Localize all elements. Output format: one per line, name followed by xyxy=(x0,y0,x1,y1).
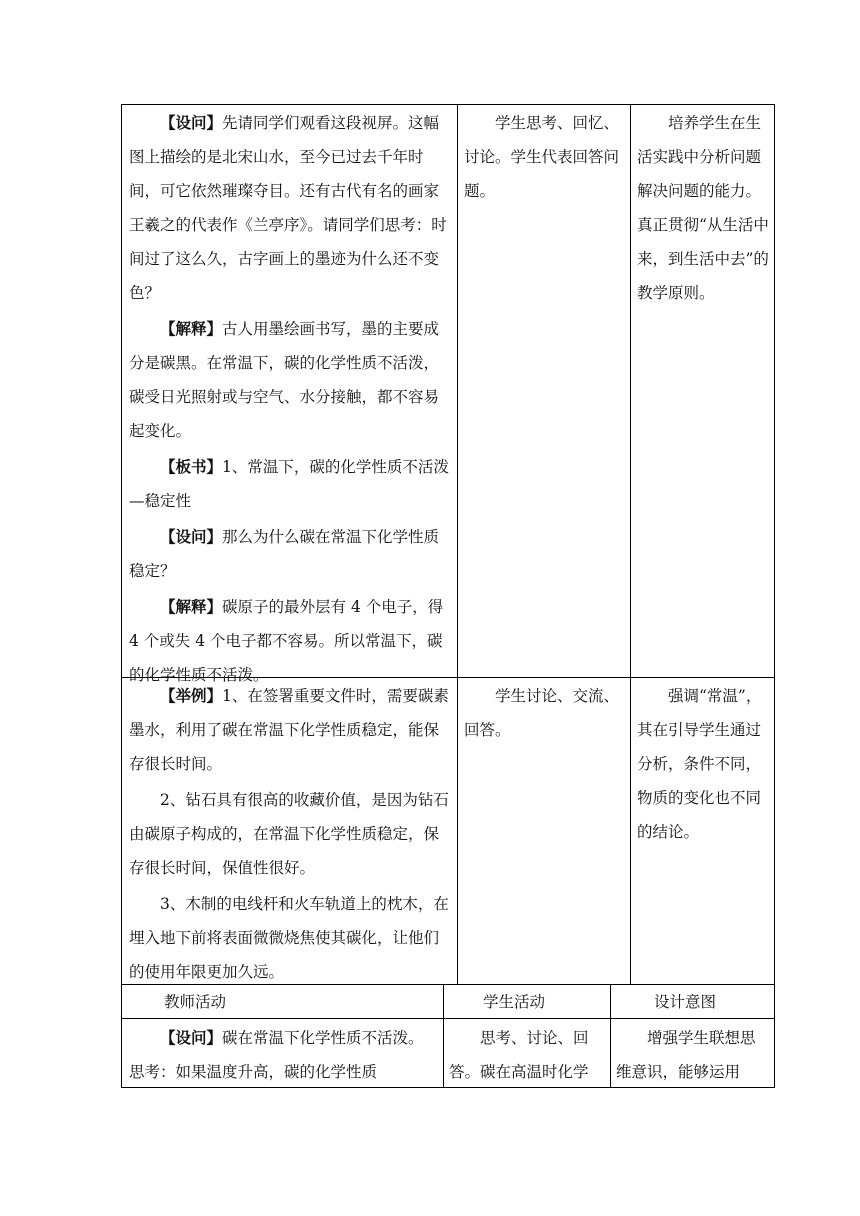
para-tag: 【举例】 xyxy=(160,686,223,705)
block3-teacher-cell xyxy=(129,1021,437,1089)
header-student-label: 学生活动 xyxy=(483,993,546,1011)
col-divider-upper-1 xyxy=(457,104,458,984)
teacher-paragraph: 3、木制的电线杆和火车轨道上的枕木，在埋入地下前将表面微微烧焦使其碳化，让他们的使用年限更加久远。 xyxy=(129,895,449,981)
student-text: 学生思考、回忆、讨论。学生代表回答问题。 xyxy=(464,114,620,200)
table-left-border xyxy=(121,104,122,1088)
block2-student-cell xyxy=(464,679,626,747)
design-text: 培养学生在生活实践中分析问题解决问题的能力。真正贯彻“从生活中来，到生活中去”的教学原则。 xyxy=(637,114,769,302)
table-top-border xyxy=(121,104,775,105)
para-text: 1、常温下，碳的化学性质不活泼—稳定性 xyxy=(129,458,449,510)
teacher-paragraph xyxy=(129,312,451,448)
student-text: 学生讨论、交流、回答。 xyxy=(464,687,620,739)
student-text: 思考、讨论、回答。碳在高温时化学 xyxy=(449,1029,589,1081)
para-text: 碳在常温下化学性质不活泼。思考：如果温度升高，碳的化学性质 xyxy=(129,1029,424,1081)
para-text: 那么为什么碳在常温下化学性质稳定？ xyxy=(129,528,440,580)
para-tag: 【设问】 xyxy=(160,113,223,132)
block3-student-cell xyxy=(449,1021,605,1089)
teacher-paragraph xyxy=(129,590,451,692)
design-text: 增强学生联想思维意识，能够运用 xyxy=(616,1029,756,1081)
col-divider-lower-2 xyxy=(610,984,611,1087)
block3-design-cell xyxy=(616,1021,770,1089)
para-tag: 【解释】 xyxy=(160,597,223,616)
header-student xyxy=(483,985,603,1019)
para-tag: 【解释】 xyxy=(160,319,223,338)
header-teacher xyxy=(164,985,434,1019)
para-text: 古人用墨绘画书写，墨的主要成分是碳黑。在常温下，碳的化学性质不活泼，碳受日光照射或与空气、水分接触，都不容易起变化。 xyxy=(129,320,440,440)
block2-design-cell xyxy=(637,679,769,849)
block1-teacher-cell xyxy=(129,106,451,692)
teacher-paragraph xyxy=(129,520,451,588)
para-text: 1、在签署重要文件时，需要碳素墨水，利用了碳在常温下化学性质稳定，能保存很长时间。 xyxy=(129,687,449,773)
table-right-border xyxy=(774,104,775,1088)
header-design xyxy=(654,985,764,1019)
block2-teacher-cell xyxy=(129,679,451,989)
teacher-paragraph xyxy=(129,679,451,781)
teacher-paragraph xyxy=(129,1021,437,1089)
para-tag: 【设问】 xyxy=(160,1028,223,1047)
col-divider-lower-1 xyxy=(443,984,444,1087)
para-text: 碳原子的最外层有 4 个电子，得 4 个或失 4 个电子都不容易。所以常温下，碳的化学性质不活泼。 xyxy=(129,598,444,684)
para-tag: 【板书】 xyxy=(160,457,223,476)
design-text: 强调“常温”，其在引导学生通过分析，条件不同，物质的变化也不同的结论。 xyxy=(637,687,762,841)
header-design-label: 设计意图 xyxy=(654,993,717,1011)
block1-design-cell xyxy=(637,106,769,310)
para-tag: 【设问】 xyxy=(160,527,223,546)
para-text: 先请同学们观看这段视屏。这幅图上描绘的是北宋山水，至今已过去千年时间，可它依然璀璨夺目。还有古代有名的画家王羲之的代表作《兰亭序》。请同学们思考：时间过了这么久，古字画上的墨迹为什么还不变色？ xyxy=(129,114,447,302)
col-divider-upper-2 xyxy=(630,104,631,984)
header-teacher-label: 教师活动 xyxy=(164,993,227,1011)
teacher-paragraph: 2、钻石具有很高的收藏价值，是因为钻石由碳原子构成的，在常温下化学性质稳定，保存很长时间，保值性很好。 xyxy=(129,791,449,877)
block1-student-cell xyxy=(464,106,626,208)
teacher-paragraph xyxy=(129,106,451,310)
teacher-paragraph xyxy=(129,450,451,518)
